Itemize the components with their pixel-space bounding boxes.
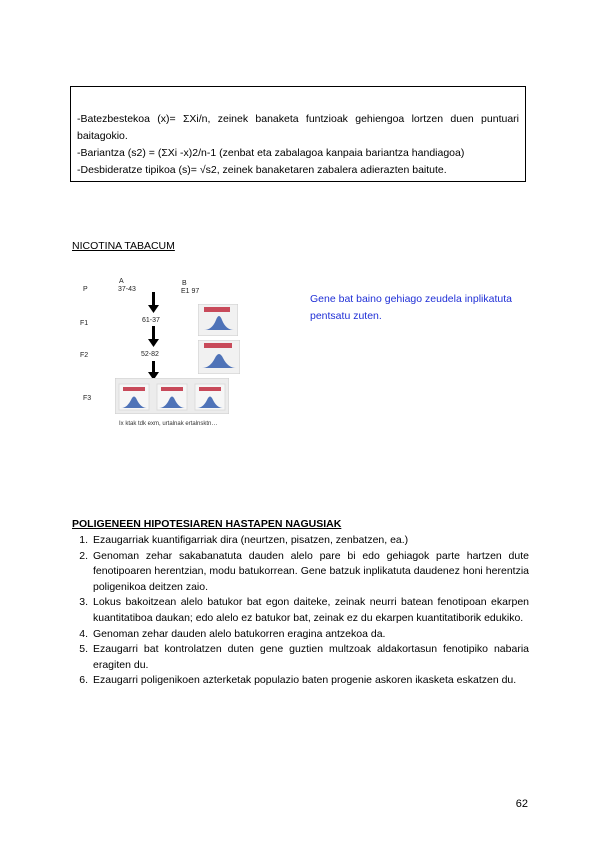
list-item <box>72 627 529 643</box>
f1-distribution-icon <box>198 304 238 336</box>
list-number: 1. <box>79 534 88 546</box>
nicotina-cross-figure <box>78 278 288 433</box>
gen-label-f2: F2 <box>80 352 89 359</box>
list-item <box>72 673 529 689</box>
hypotheses-title: POLIGENEEN HIPOTESIAREN HASTAPEN NAGUSIAK <box>72 518 342 530</box>
list-number: 6. <box>79 674 88 687</box>
list-text: Ezaugarri bat kontrolatzen duten gene guztien multzoak aldakortasun fenotipiko nabaria eragiten du. <box>93 643 529 671</box>
parent-a-value: 37-43 <box>118 286 136 293</box>
list-item <box>72 595 529 626</box>
list-text: Ezaugarriak kuantifigarriak dira (neurtzen, pisatzen, zenbatzen, ea.) <box>93 534 409 546</box>
list-item <box>72 533 529 549</box>
page-number: 62 <box>515 798 528 810</box>
list-text: Ezaugarri poligenikoen azterketak populazio baten progenie askoren ikasketa eskatzen du. <box>93 674 517 687</box>
parent-b-label: B <box>182 280 187 287</box>
nicotina-callout: Gene bat baino gehiago zeudela inplikatuta pentsatu zuten. <box>310 293 512 322</box>
parent-b-value: E1 97 <box>181 288 200 295</box>
gen-label-f3: F3 <box>83 395 92 402</box>
arrow-p-f1-icon <box>148 292 160 314</box>
list-item <box>72 549 529 596</box>
list-text: Genoman zehar dauden alelo batukorren eragina antzekoa da. <box>93 627 386 640</box>
mean-definition: -Batezbestekoa (x)= ΣXi/n, zeinek banaketa funtzioak gehiengoa lortzen duen puntuari baitagokio. <box>77 113 519 142</box>
f2-distribution-icon <box>198 340 240 374</box>
gen-label-f1: F1 <box>80 320 89 327</box>
list-text: Lokus bakoitzean alelo batukor bat egon daiteke, zeinak neurri batean fenotipoan ekarpen kuantitatiboa daukan; edo alelo ez batukor bat, zeinak ez du ekarpen kuantitatiborik edukiko. <box>93 596 529 624</box>
parent-a-label: A <box>119 278 124 285</box>
list-item <box>72 642 529 673</box>
list-text: Genoman zehar sakabanatuta dauden alelo pare bi edo gehiagok parte hartzen dute fenotipoaren herentzian, modu batukorrean. Gene batzuk inplikatuta daudenez honi herentzia poligenikoa deitzen zaio. <box>93 549 529 593</box>
std-deviation-definition: -Desbideratze tipikoa (s)= √s2, zeinek banaketaren zabalera adierazten baitute. <box>77 164 447 176</box>
list-number: 4. <box>79 627 88 640</box>
list-number: 5. <box>79 643 88 656</box>
gen-label-p: P <box>83 286 88 293</box>
figure-caption: Ix ktak tdk exm, urtalnak ertalnsktn… <box>119 421 218 427</box>
f3-distributions-icon <box>115 378 229 414</box>
f2-value: 52-82 <box>141 351 159 358</box>
variance-definition: -Bariantza (s2) = (ΣXi -x)2/n-1 (zenbat eta zabalagoa kanpaia bariantza handiagoa) <box>77 147 465 159</box>
list-number: 2. <box>79 549 88 562</box>
f1-value: 61-37 <box>142 317 160 324</box>
hypotheses-list <box>72 533 529 689</box>
arrow-f1-f2-icon <box>148 326 160 348</box>
nicotina-section-title: NICOTINA TABACUM <box>72 240 175 252</box>
list-number: 3. <box>79 596 88 609</box>
statistics-definitions-box <box>70 86 526 182</box>
